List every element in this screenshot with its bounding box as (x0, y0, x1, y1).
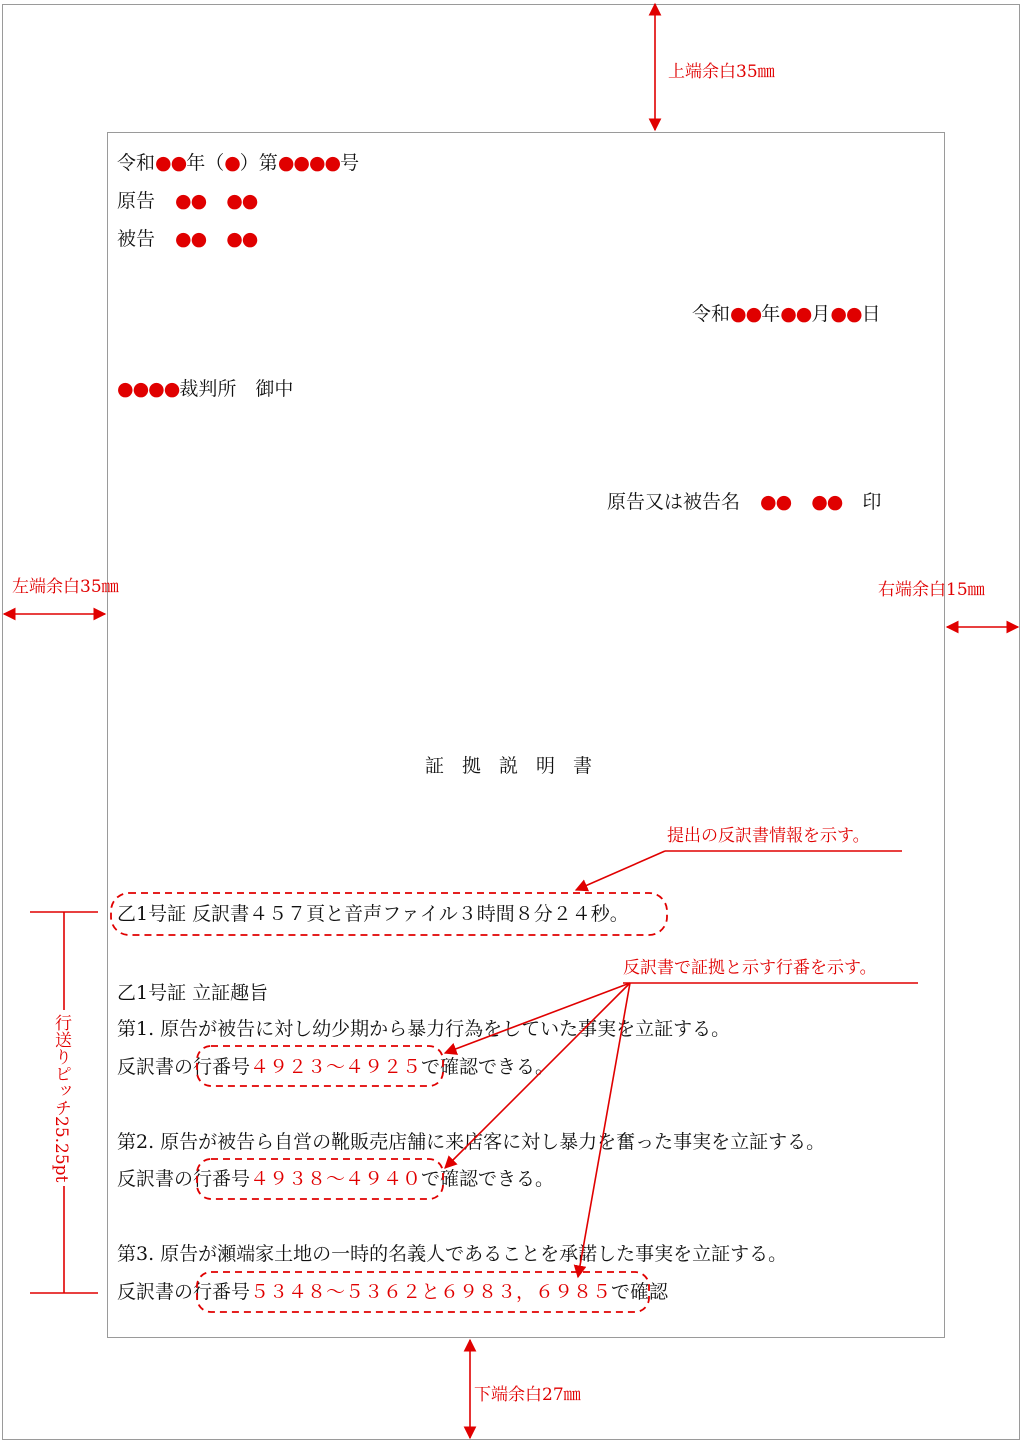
court-addressee (117, 378, 293, 400)
line-pitch-label: 行送りピッチ25.25pt (50, 1010, 72, 1186)
plaintiff-redacted-surname: ●● (175, 190, 207, 212)
defendant-redacted-given-name: ●● (226, 228, 258, 250)
case-redacted-number: ●●●● (277, 152, 341, 174)
case-suffix: 号 (340, 152, 360, 174)
item-1-reference (117, 1056, 554, 1078)
item-3-text: 第3. 原告が瀬端家土地の一時的名義人であることを承諾した事実を立証する。 (117, 1243, 788, 1265)
item-3-reference (117, 1281, 668, 1303)
signer-redacted-given-name: ●● (811, 491, 843, 513)
court-suffix: 裁判所 御中 (179, 378, 294, 400)
date-redacted-day: ●● (830, 303, 862, 325)
plaintiff-redacted-given-name: ●● (226, 190, 258, 212)
plaintiff-label: 原告 (117, 190, 156, 212)
item-2-ref-label: 行番号 (193, 1168, 251, 1190)
document-date (692, 303, 881, 325)
item-2-ref-suffix: で確認できる。 (421, 1168, 555, 1190)
top-margin-label: 上端余白35㎜ (668, 62, 775, 82)
item-1-line-numbers: ４９２３～４９２５ (250, 1056, 422, 1078)
case-redacted-year: ●● (155, 152, 187, 174)
item-1-ref-label: 行番号 (193, 1056, 251, 1078)
note-line-numbers-label: 反訳書で証拠と示す行番を示す。 (623, 958, 877, 978)
date-era: 令和 (692, 303, 731, 325)
date-month-unit: 月 (811, 303, 831, 325)
left-margin-label: 左端余白35㎜ (12, 577, 119, 597)
seal-mark: 印 (862, 491, 882, 513)
item-2-reference (117, 1168, 554, 1190)
item-3-line-numbers: ５３４８～５３６２と６９８３，６９８５ (250, 1281, 612, 1303)
case-prefix: 令和 (117, 152, 156, 174)
signer-line (607, 491, 881, 513)
right-margin-label: 右端余白15㎜ (878, 580, 985, 600)
date-day-unit: 日 (861, 303, 881, 325)
item-2-ref-prefix: 反訳書の (117, 1168, 194, 1190)
section-heading: 乙1号証 立証趣旨 (117, 982, 269, 1004)
item-2-text: 第2. 原告が被告ら自営の靴販売店舗に来店客に対し暴力を奮った事実を立証する。 (117, 1131, 826, 1153)
plaintiff-line (117, 190, 257, 212)
signer-label: 原告又は被告名 (607, 491, 741, 513)
item-3-ref-suffix: で確認 (611, 1281, 669, 1303)
date-redacted-year: ●● (730, 303, 762, 325)
case-number (117, 152, 359, 174)
item-1-text: 第1. 原告が被告に対し幼少期から暴力行為をしていた事実を立証する。 (117, 1018, 731, 1040)
signer-redacted-surname: ●● (760, 491, 792, 513)
defendant-label: 被告 (117, 228, 156, 250)
item-1-ref-prefix: 反訳書の (117, 1056, 194, 1078)
item-3-ref-label: 行番号 (193, 1281, 251, 1303)
item-1-ref-suffix: で確認できる。 (421, 1056, 555, 1078)
date-year-unit: 年 (761, 303, 781, 325)
note-evidence-label: 提出の反訳書情報を示す。 (667, 826, 870, 846)
date-redacted-month: ●● (780, 303, 812, 325)
case-mid1: 年（ (186, 152, 225, 174)
evidence-line: 乙1号証 反訳書４５７頁と音声ファイル３時間８分２４秒。 (117, 903, 629, 925)
case-redacted-type: ● (224, 152, 240, 174)
court-redacted-name: ●●●● (117, 378, 180, 400)
case-mid2: ）第 (239, 152, 278, 174)
defendant-redacted-surname: ●● (175, 228, 207, 250)
defendant-line (117, 228, 257, 250)
item-3-ref-prefix: 反訳書の (117, 1281, 194, 1303)
document-title: 証拠説明書 (425, 755, 611, 777)
item-2-line-numbers: ４９３８～４９４０ (250, 1168, 422, 1190)
bottom-margin-label: 下端余白27㎜ (474, 1385, 581, 1405)
